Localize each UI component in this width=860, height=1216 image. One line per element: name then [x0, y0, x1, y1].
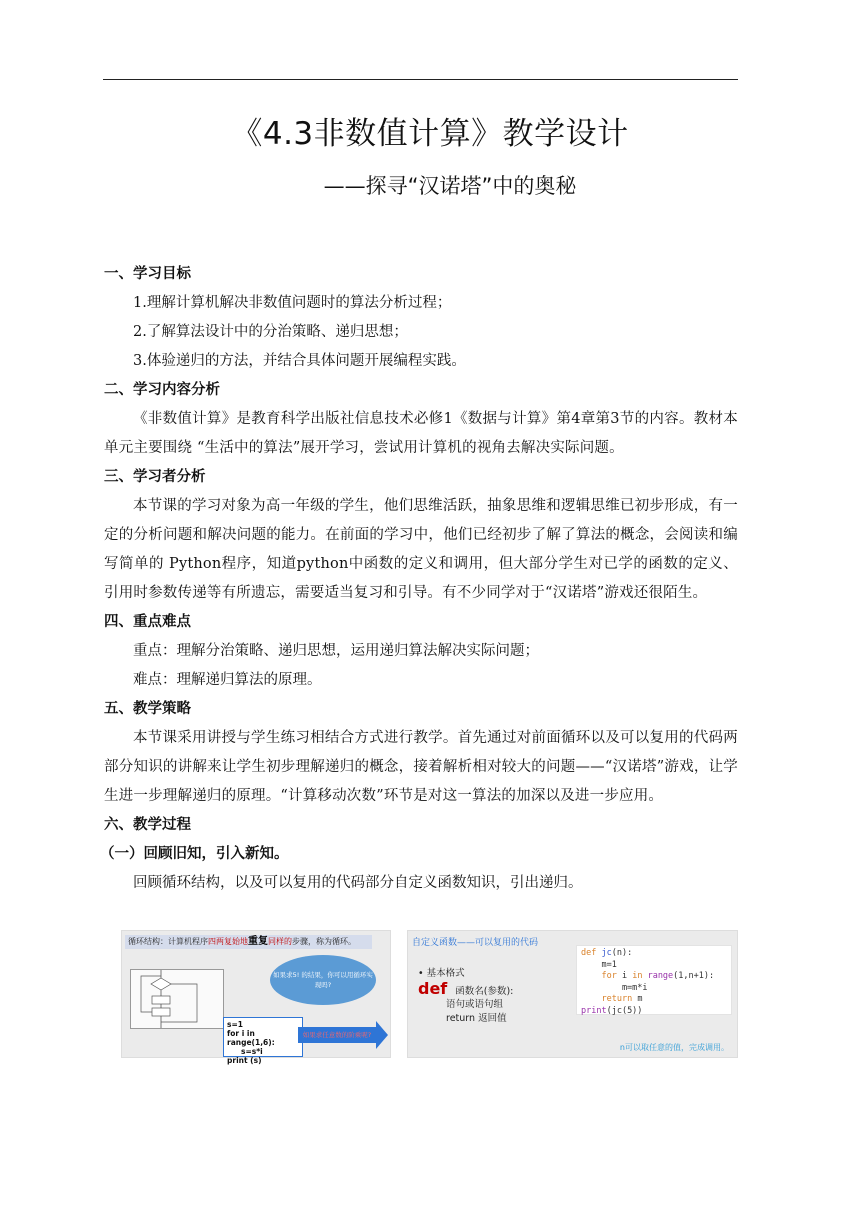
document-title: 《4.3非数值计算》教学设计 [231, 116, 629, 152]
paragraph: 回顾循环结构，以及可以复用的代码部分自定义函数知识，引出递归。 [133, 875, 583, 891]
paragraph: 《非数值计算》是教育科学出版社信息技术必修1《数据与计算》第4章第3节的内容。教材本单元主要围绕 “生活中的算法”展开学习，尝试用计算机的视角去解决实际问题。 [104, 411, 738, 456]
slide-footer: n可以取任意的值，完成调用。 [619, 1043, 729, 1052]
list-item: 3.体验递归的方法，并结合具体问题开展编程实践。 [133, 353, 466, 369]
section-heading: 四、重点难点 [104, 614, 191, 630]
loop-code-box: s=1 for i in range(1,6): s=s*i print (s) [223, 1017, 303, 1057]
loop-slide-image [121, 930, 391, 1065]
arrow-right-icon [376, 1021, 388, 1049]
section-heading: 五、教学策略 [104, 701, 191, 717]
subsection-heading: （一）回顾旧知，引入新知。 [100, 846, 289, 862]
document-body [100, 260, 738, 898]
section-heading: 三、学习者分析 [104, 469, 206, 485]
section-heading: 二、学习内容分析 [104, 382, 220, 398]
question-bubble: 如果求5! 的结果，你可以用循环实现吗? [270, 955, 376, 1005]
flowchart-diagram [130, 969, 224, 1029]
section-heading: 一、学习目标 [104, 266, 191, 282]
slide-header: 循环结构：计算机程序四两复始地重复同样的步骤，称为循环。 [125, 935, 372, 949]
list-item: 1.理解计算机解决非数值问题时的算法分析过程； [133, 295, 452, 311]
section-heading: 六、教学过程 [104, 817, 191, 833]
flowchart-icon [131, 970, 223, 1028]
slide-header: 自定义函数——可以复用的代码 [412, 938, 539, 948]
function-code-box: def jc(n): m=1 for i in range(1,n+1): m=m*i return m print(jc(5)) [576, 945, 732, 1015]
list-item: 2.了解算法设计中的分治策略、递归思想； [133, 324, 408, 340]
document-subtitle: ——探寻“汉诺塔”中的奥秘 [323, 174, 577, 198]
function-format: • 基本格式 def 函数名(参数): 语句或语句组 return 返回值 [418, 968, 514, 1024]
key-point: 重点：理解分治策略、递归思想，运用递归算法解决实际问题； [133, 643, 539, 659]
function-slide-image [407, 930, 738, 1058]
difficulty-point: 难点：理解递归算法的原理。 [133, 672, 322, 688]
paragraph: 本节课采用讲授与学生练习相结合方式进行教学。首先通过对前面循环以及可以复用的代码两部分知识的讲解来让学生初步理解递归的概念，接着解析相对较大的问题——“汉诺塔”游戏，让学生进一步理解递归的原理。“计算移动次数”环节是对这一算法的加深以及进一步应用。 [104, 730, 738, 804]
header-rule [103, 79, 738, 80]
paragraph: 本节课的学习对象为高一年级的学生，他们思维活跃，抽象思维和逻辑思维已初步形成，有一定的分析问题和解决问题的能力。在前面的学习中，他们已经初步了解了算法的概念，会阅读和编写简单的 Python程序，知道python中函数的定义和调用，但大部分学生对已学的函数的定义、引用时参数传递等有所遗忘，需要适当复习和引导。有不少同学对于“汉诺塔”游戏还很陌生。 [104, 498, 738, 601]
factorial-note: 如果求任意数的阶乘呢? [298, 1027, 376, 1043]
slide-images [121, 930, 738, 1065]
